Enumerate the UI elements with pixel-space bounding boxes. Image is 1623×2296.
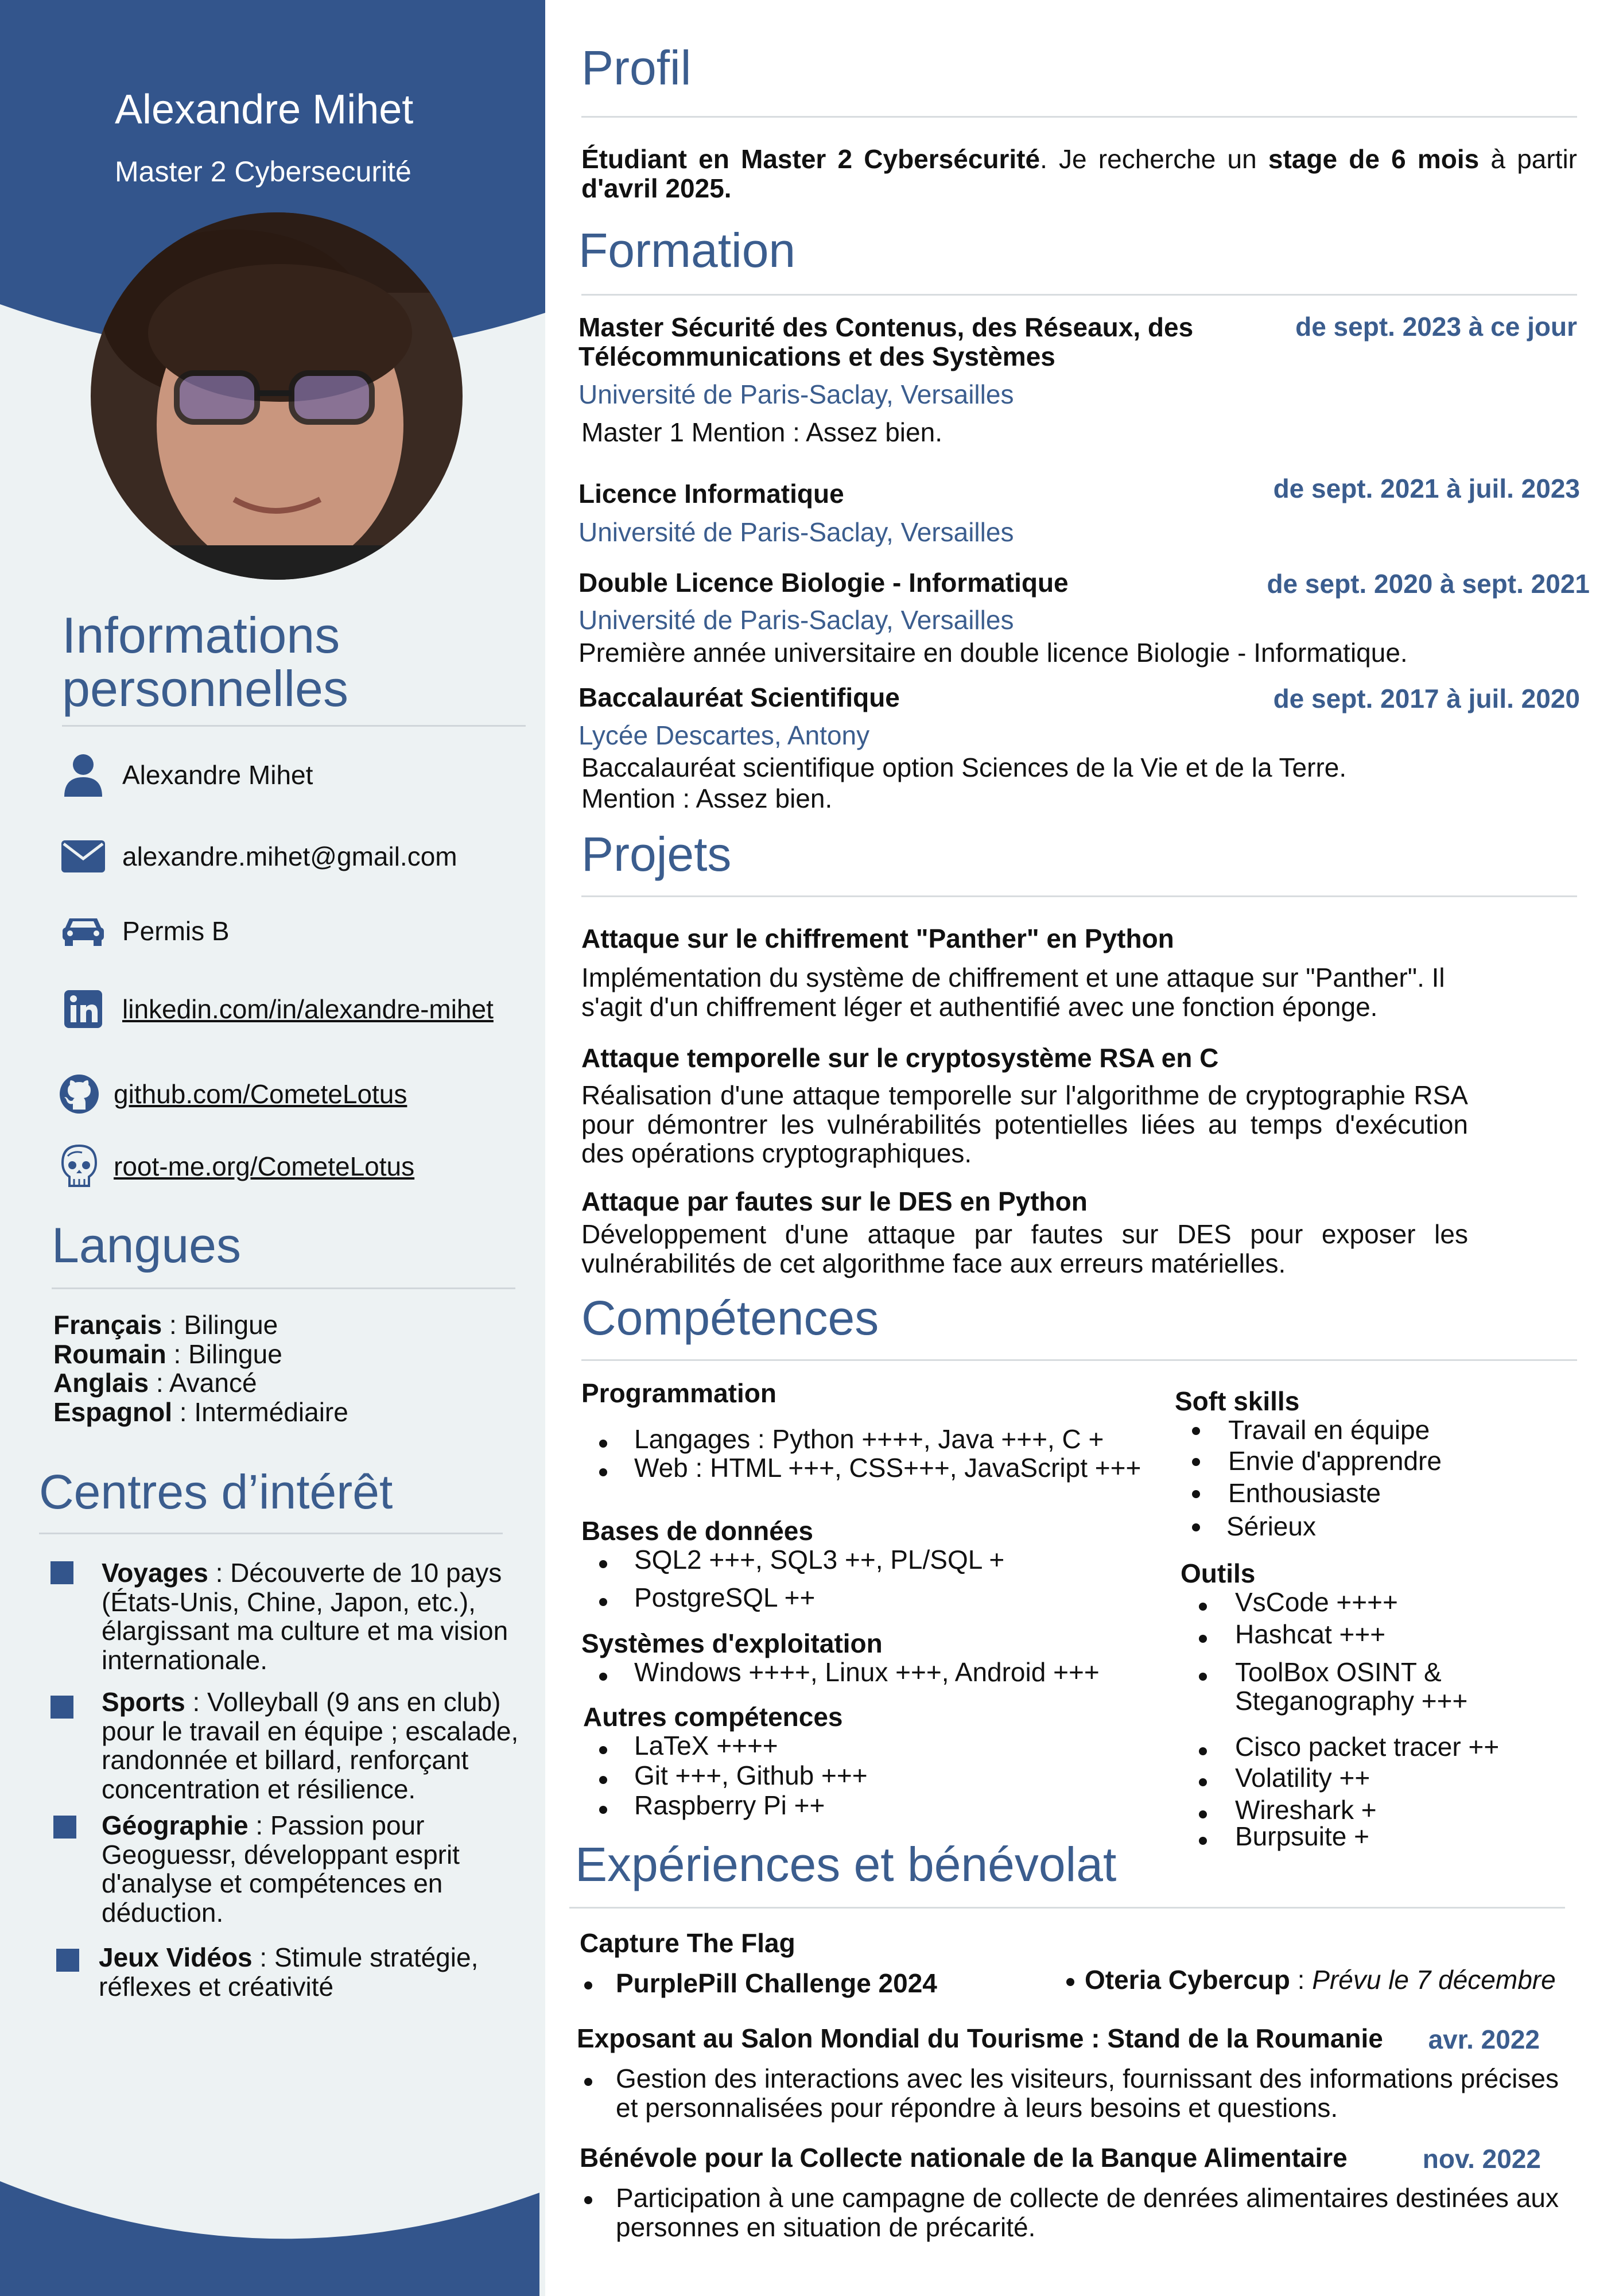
profil-span: . Je recherche un [1040,144,1268,174]
info-email[interactable] [60,833,457,879]
language-item [53,1340,348,1369]
skill-item: Sérieux [1226,1511,1316,1541]
bullet-dot-icon [599,1806,607,1814]
projets-divider [581,895,1577,897]
interest-item [99,1943,512,2001]
skill-item: Travail en équipe [1228,1415,1430,1445]
formation-title: Master Sécurité des Contenus, des Réseaux, des Télécommunications et des Systèmes [578,312,1194,371]
bullet-dot-icon [1192,1490,1200,1498]
skill-item: Raspberry Pi ++ [634,1790,825,1820]
interest-text: : Volleyball (9 ans en club) pour le travail en équipe ; escalade, randonnée et billard, renforçant concentration et résilience. [102,1687,519,1804]
rootme-link[interactable]: root-me.org/CometeLotus [114,1151,415,1181]
language-item [53,1310,348,1340]
bullet-dot-icon [1192,1458,1200,1466]
skill-item: Windows ++++, Linux +++, Android +++ [634,1657,1100,1687]
github-icon [56,1071,102,1117]
skill-item: Wireshark + [1235,1795,1377,1825]
interest-name: Jeux Vidéos [99,1942,253,1972]
profil-bold: Étudiant en Master 2 Cybersécurité [581,144,1040,174]
info-divider [62,725,526,727]
interest-item [102,1558,532,1674]
info-linkedin[interactable] [60,986,494,1032]
main-content [545,0,1623,2296]
experience-title: Bénévole pour la Collecte nationale de la Banque Alimentaire [580,2143,1348,2173]
formation-title: Licence Informatique [578,479,844,509]
competences-divider [581,1359,1577,1361]
language-level: : Bilingue [162,1310,278,1340]
bullet-dot-icon [1192,1427,1200,1435]
skill-category-title: Programmation [581,1378,776,1408]
projets-heading: Projets [581,827,732,881]
linkedin-icon [60,986,106,1032]
skill-item: Cisco packet tracer ++ [1235,1732,1500,1762]
info-licence [60,908,230,954]
projet-desc: Développement d'une attaque par fautes sur DES pour exposer les vulnérabilités de cet algorithme face aux erreurs matérielles. [581,1219,1468,1278]
info-rootme[interactable] [56,1143,414,1189]
skill-item: Steganography +++ [1235,1686,1468,1716]
experience-desc: Gestion des interactions avec les visiteurs, fournissant des informations précises et personnalisées pour répondre à leurs besoins et questions. [616,2064,1559,2123]
ctf-item-date: Prévu le 7 décembre [1312,1965,1556,1995]
projet-title: Attaque par fautes sur le DES en Python [581,1186,1088,1216]
language-item [53,1398,348,1427]
skill-item: Volatility ++ [1235,1763,1370,1793]
profil-heading: Profil [581,41,692,95]
user-icon [60,752,106,798]
bullet-dot-icon [599,1440,607,1448]
rootme-icon [56,1143,102,1189]
skill-item: ToolBox OSINT & [1235,1657,1442,1687]
interest-text: : Passion pour Geoguessr, développant esprit d'analyse et compétences en déduction. [102,1810,460,1927]
projet-desc: Implémentation du système de chiffrement et une attaque sur "Panther". Il s'agit d'un chiffrement léger et authentifié avec une fonction éponge. [581,963,1445,1022]
language-level: : Avancé [149,1368,257,1398]
formation-date: de sept. 2021 à juil. 2023 [1273,474,1580,503]
github-link[interactable]: github.com/CometeLotus [114,1079,407,1109]
bullet-dot-icon [584,1981,592,1989]
profil-divider [581,116,1577,118]
formation-heading: Formation [578,223,796,277]
bullet-dot-icon [1199,1673,1207,1681]
interest-text: : Stimule stratégie, réflexes et créativité [99,1942,479,2002]
bullet-dot-icon [599,1776,607,1784]
formation-desc: Mention : Assez bien. [581,784,833,813]
skill-item: Git +++, Github +++ [634,1760,868,1790]
formation-school: Lycée Descartes, Antony [578,720,870,750]
info-heading [62,608,348,716]
bullet-square-icon [56,1949,79,1972]
profil-text [581,145,1577,203]
info-text: Permis B [122,916,230,946]
language-item [53,1368,348,1398]
experience-desc: Participation à une campagne de collecte de denrées alimentaires destinées aux personnes en situation de précarité. [616,2183,1559,2242]
sidebar [0,0,545,2296]
formation-date: de sept. 2017 à juil. 2020 [1273,684,1580,713]
interest-item [102,1688,532,1804]
bullet-dot-icon [599,1673,607,1681]
skill-category-title: Bases de données [581,1516,813,1546]
competences-heading: Compétences [581,1291,879,1345]
formation-desc: Première année universitaire en double licence Biologie - Informatique. [578,638,1408,668]
bullet-dot-icon [599,1468,607,1476]
sidebar-name: Alexandre Mihet [115,87,414,133]
info-heading-line1: Informations [62,607,340,664]
sidebar-title: Master 2 Cybersecurité [115,156,411,188]
skill-item: Langages : Python ++++, Java +++, C + [634,1424,1104,1454]
skill-category-title: Systèmes d'exploitation [581,1628,883,1658]
interests-heading: Centres d’intérêt [39,1465,393,1519]
sidebar-footer-shape [0,2181,545,2296]
formation-title: Baccalauréat Scientifique [578,682,900,712]
car-icon [60,908,106,954]
experience-title: Exposant au Salon Mondial du Tourisme : Stand de la Roumanie [577,2023,1383,2053]
avatar [91,212,463,580]
skill-category-title: Soft skills [1175,1386,1300,1416]
envelope-icon [60,833,106,879]
interest-name: Géographie [102,1810,249,1840]
info-github[interactable] [56,1071,407,1117]
language-name: Anglais [53,1368,149,1398]
profil-bold: stage de 6 mois [1268,144,1480,174]
formation-date: de sept. 2023 à ce jour [1295,312,1577,342]
languages-heading: Langues [52,1218,241,1273]
info-text: alexandre.mihet@gmail.com [122,841,457,871]
formation-school: Université de Paris-Saclay, Versailles [578,517,1014,547]
formation-desc: Baccalauréat scientifique option Sciences de la Vie et de la Terre. [581,753,1347,782]
language-name: Espagnol [53,1397,173,1427]
interest-item [102,1811,503,1927]
formation-desc: Master 1 Mention : Assez bien. [581,417,942,447]
skill-item: Envie d'apprendre [1228,1446,1442,1476]
experiences-divider [569,1907,1565,1909]
interest-name: Voyages [102,1558,208,1588]
info-text: Alexandre Mihet [122,760,313,790]
skill-item: LaTeX ++++ [634,1731,778,1760]
languages-list [53,1310,348,1426]
language-level: : Bilingue [166,1339,282,1369]
bullet-dot-icon [1199,1837,1207,1845]
skill-item: Burpsuite + [1235,1821,1369,1851]
experience-date: nov. 2022 [1422,2144,1541,2174]
formation-divider [581,294,1577,296]
projet-title: Attaque sur le chiffrement "Panther" en Python [581,924,1174,953]
language-name: Roumain [53,1339,166,1369]
ctf-title: Capture The Flag [580,1928,795,1958]
skill-item: PostgreSQL ++ [634,1583,816,1612]
bullet-dot-icon [1199,1603,1207,1611]
bullet-dot-icon [584,2078,592,2086]
interest-text: : Découverte de 10 pays (États-Unis, Chine, Japon, etc.), élargissant ma culture et ma vision internationale. [102,1558,508,1675]
ctf-item: PurplePill Challenge 2024 [616,1968,937,1998]
bullet-dot-icon [584,2196,592,2204]
languages-divider [52,1287,515,1289]
interests-divider [39,1533,503,1534]
projet-desc: Réalisation d'une attaque temporelle sur l'algorithme de cryptographie RSA pour démontrer les vulnérabilités potentielles liées au temps d'exécution des opérations cryptographiques. [581,1080,1468,1169]
bullet-dot-icon [1199,1810,1207,1818]
skill-category-title: Outils [1181,1558,1256,1588]
bullet-square-icon [51,1696,73,1719]
formation-title: Double Licence Biologie - Informatique [578,568,1069,598]
formation-school: Université de Paris-Saclay, Versailles [578,605,1014,635]
bullet-dot-icon [1199,1778,1207,1786]
bullet-dot-icon [599,1746,607,1754]
skill-item: Web : HTML +++, CSS+++, JavaScript +++ [634,1453,1141,1483]
formation-school: Université de Paris-Saclay, Versailles [578,379,1014,409]
language-name: Français [53,1310,162,1340]
skill-item: Enthousiaste [1228,1478,1381,1508]
language-level: : Intermédiaire [172,1397,348,1427]
experiences-heading: Expériences et bénévolat [575,1837,1117,1891]
bullet-dot-icon [1192,1523,1200,1531]
bullet-square-icon [51,1561,73,1584]
skill-item: VsCode ++++ [1235,1587,1398,1617]
ctf-item-name: Oteria Cybercup [1085,1965,1290,1995]
ctf-item-sep: : [1290,1965,1313,1995]
bullet-dot-icon [1199,1635,1207,1643]
info-name [60,752,313,798]
formation-date: de sept. 2020 à sept. 2021 [1267,569,1590,599]
linkedin-link[interactable]: linkedin.com/in/alexandre-mihet [122,994,494,1024]
bullet-dot-icon [1066,1978,1074,1986]
interest-name: Sports [102,1687,185,1717]
bullet-square-icon [53,1816,76,1839]
profil-span: à partir [1479,144,1578,174]
bullet-dot-icon [599,1598,607,1606]
projet-title: Attaque temporelle sur le cryptosystème RSA en C [581,1043,1219,1073]
skill-item: Hashcat +++ [1235,1619,1386,1649]
bullet-dot-icon [599,1560,607,1568]
skill-category-title: Autres compétences [583,1702,843,1732]
experience-date: avr. 2022 [1428,2024,1540,2054]
bullet-dot-icon [1199,1747,1207,1755]
skill-item: SQL2 +++, SQL3 ++, PL/SQL + [634,1545,1005,1574]
profil-bold: d'avril 2025. [581,173,732,203]
info-heading-line2: personnelles [62,660,348,718]
ctf-item [1085,1965,1556,1995]
